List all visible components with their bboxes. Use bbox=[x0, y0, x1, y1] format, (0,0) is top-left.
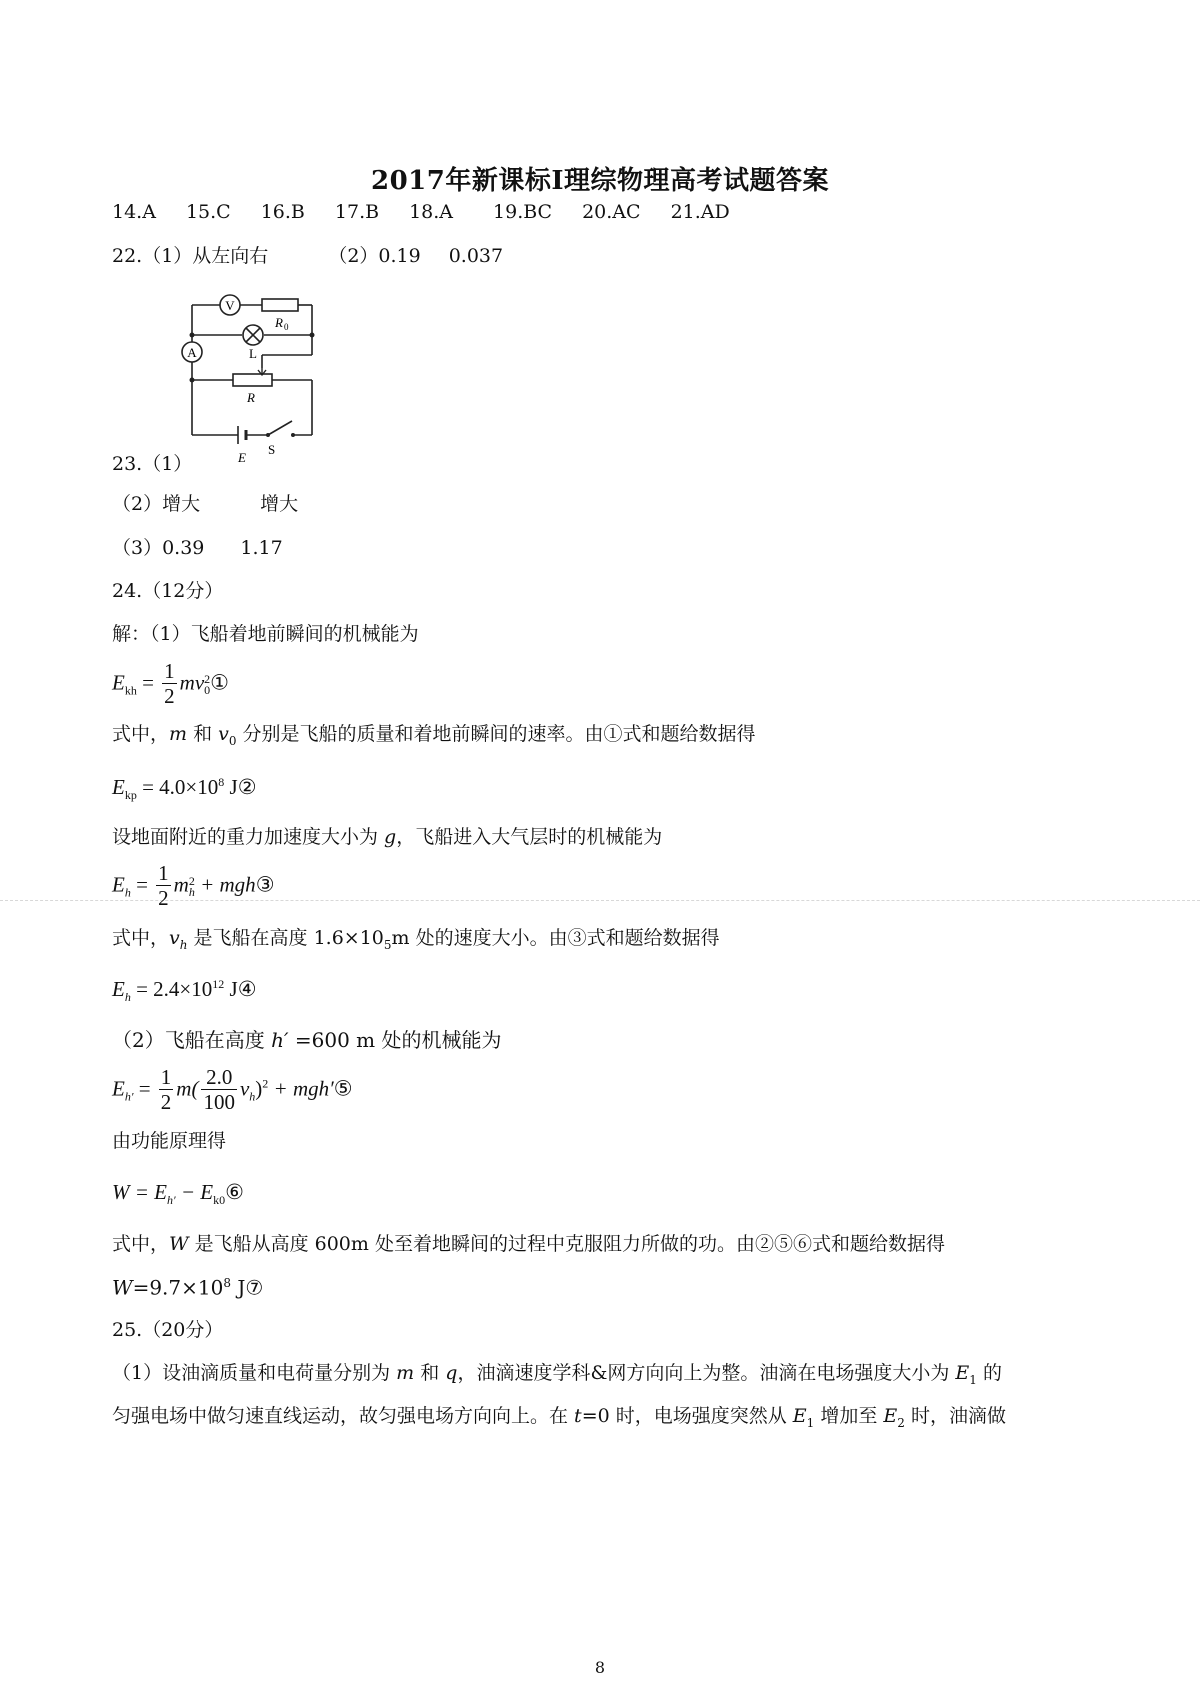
l2-b: =0 时，电场强度突然从 bbox=[581, 1405, 793, 1427]
l1-E1: 1 bbox=[969, 1372, 977, 1387]
l1-q: q bbox=[445, 1362, 458, 1384]
eq5-sup: 2 bbox=[262, 1076, 269, 1091]
q23-part3 bbox=[112, 539, 283, 558]
t3-h: h bbox=[179, 937, 188, 952]
eq2-tag: ② bbox=[237, 775, 257, 799]
equation-4 bbox=[112, 978, 257, 1003]
answer-15: 15.C bbox=[185, 201, 231, 223]
l1-m: m bbox=[396, 1362, 415, 1384]
eq1-num: 1 bbox=[164, 659, 175, 683]
t1-b: 和 bbox=[187, 723, 219, 745]
eq4-unit: J bbox=[224, 977, 238, 1001]
eq2-unit: J bbox=[224, 775, 238, 799]
q25-line-1 bbox=[112, 1364, 1002, 1386]
q24-text-4: 由功能原理得 bbox=[112, 1130, 227, 1152]
q23-heading: 23.（1） bbox=[112, 453, 193, 475]
l2-E: E bbox=[792, 1405, 807, 1427]
p2-h: h′ bbox=[271, 1028, 289, 1052]
answer-18: 18.A bbox=[409, 201, 454, 223]
t2-g: g bbox=[384, 826, 397, 848]
eq1-den: 2 bbox=[164, 684, 175, 709]
l1-d: 的 bbox=[976, 1362, 1002, 1384]
eq3-fraction bbox=[156, 862, 171, 911]
l2-E2s: 2 bbox=[897, 1415, 905, 1430]
page-number: 8 bbox=[594, 1658, 606, 1677]
q23-part2-a: （2）增大 bbox=[112, 493, 201, 515]
q24-intro: 解：（1）飞船着地前瞬间的机械能为 bbox=[112, 623, 419, 645]
answer-19: 19.BC bbox=[493, 201, 553, 223]
q25-heading: 25.（20分） bbox=[112, 1319, 224, 1341]
l2-E1: 1 bbox=[806, 1415, 815, 1430]
q24-heading: 24.（12分） bbox=[112, 580, 224, 602]
eq2-sup: 8 bbox=[218, 775, 225, 789]
voltmeter-label: V bbox=[225, 298, 235, 313]
eq7-unit: J bbox=[230, 1275, 246, 1300]
q23-part3-b: 1.17 bbox=[240, 537, 283, 559]
q23-part3-a: （3）0.39 bbox=[112, 537, 205, 559]
eq6-sub2: k0 bbox=[213, 1193, 226, 1208]
q24-text-1 bbox=[112, 725, 756, 747]
t1-c: 分别是飞船的质量和着地前瞬间的速率。由①式和题给数据得 bbox=[236, 723, 756, 745]
l1-c: ，油滴速度学科&网方向向上为整。油滴在电场强度大小为 bbox=[457, 1362, 956, 1384]
eq3-E: E bbox=[112, 872, 125, 897]
equation-6 bbox=[112, 1182, 244, 1206]
l2-c: 增加至 bbox=[814, 1405, 884, 1427]
choice-answers bbox=[112, 203, 760, 222]
q24-text-5 bbox=[112, 1235, 945, 1254]
eq6-W: W bbox=[112, 1180, 130, 1204]
q22-part2-value: 0.037 bbox=[448, 245, 504, 267]
eq5-sub: h′ bbox=[124, 1089, 134, 1104]
l1-E: E bbox=[955, 1362, 970, 1384]
eq3-sup: 2 bbox=[188, 873, 195, 888]
t1-a: 式中， bbox=[112, 723, 170, 745]
answer-21: 21.AD bbox=[670, 201, 730, 223]
eq5-close: ) bbox=[255, 1076, 263, 1101]
eq5-den2: 100 bbox=[203, 1090, 235, 1115]
page-title: 2017年新课标Ⅰ理综物理高考试题答案 bbox=[370, 166, 830, 196]
eq7-tag: ⑦ bbox=[245, 1275, 264, 1300]
eq2-sub: kp bbox=[124, 788, 137, 803]
equation-1 bbox=[112, 660, 229, 709]
l1-a: （1）设油滴质量和电荷量分别为 bbox=[112, 1362, 397, 1384]
eq4-sup: 12 bbox=[212, 977, 225, 991]
eq4-E: E bbox=[112, 977, 125, 1001]
eq3-m: m bbox=[173, 872, 189, 897]
q25-line-2 bbox=[112, 1407, 1006, 1429]
equation-3 bbox=[112, 862, 275, 911]
eq5-tag: ⑤ bbox=[333, 1076, 353, 1101]
eq5-fraction-2 bbox=[201, 1066, 237, 1115]
l2-t: t bbox=[574, 1405, 582, 1427]
q24-text-3 bbox=[112, 929, 720, 951]
eq1-sub0: 0 bbox=[204, 682, 211, 697]
eq3-tag: ③ bbox=[255, 872, 275, 897]
eq1-fraction bbox=[162, 660, 177, 709]
t3-a: 式中， bbox=[112, 927, 170, 949]
resistor-r0-label: R bbox=[275, 315, 283, 330]
eq1-tag: ① bbox=[210, 670, 229, 695]
l2-a: 匀强电场中做匀速直线运动，故匀强电场方向向上。在 bbox=[112, 1405, 575, 1427]
ammeter-label: A bbox=[187, 345, 197, 360]
q22-part2: （2）0.19 bbox=[328, 245, 421, 267]
eq2-rest: = 4.0×10 bbox=[136, 775, 219, 799]
resistor-r0-symbol bbox=[262, 299, 298, 311]
q24-text-2 bbox=[112, 828, 662, 847]
eq5-num: 1 bbox=[160, 1065, 172, 1089]
eq5-fraction-1 bbox=[159, 1066, 174, 1115]
eq6-minus: − E bbox=[175, 1180, 214, 1204]
rheostat-symbol bbox=[233, 374, 272, 386]
l2-d: 时，油滴做 bbox=[904, 1405, 1006, 1427]
q23-part2 bbox=[112, 495, 298, 514]
eq3-equals: = bbox=[136, 872, 148, 897]
t3-b: 是飞船在高度 1.6×10 bbox=[187, 927, 384, 949]
eq4-sub: h bbox=[124, 990, 131, 1005]
t2-a: 设地面附近的重力加速度大小为 bbox=[112, 826, 385, 848]
t5-b: 是飞船从高度 600m 处至着地瞬间的过程中克服阻力所做的功。由②⑤⑥式和题给数据得 bbox=[188, 1233, 945, 1255]
eq6-tag: ⑥ bbox=[225, 1180, 244, 1204]
circuit-diagram bbox=[180, 290, 340, 505]
t3-v: v bbox=[169, 927, 180, 949]
t5-W: W bbox=[169, 1233, 189, 1255]
answer-16: 16.B bbox=[260, 201, 305, 223]
battery-label: E bbox=[238, 450, 246, 465]
eq2-E: E bbox=[112, 775, 125, 799]
switch-symbol bbox=[268, 421, 292, 435]
eq7-sup: 8 bbox=[223, 1276, 231, 1290]
eq5-vh: h bbox=[249, 1089, 256, 1104]
answer-17: 17.B bbox=[334, 201, 380, 223]
eq1-E: E bbox=[112, 670, 125, 695]
eq1-equals: = bbox=[142, 670, 154, 695]
eq1-mv: mv bbox=[179, 670, 205, 695]
eq1-sup: 2 bbox=[204, 671, 211, 686]
eq6-eq: = E bbox=[129, 1180, 167, 1204]
answer-20: 20.AC bbox=[582, 201, 641, 223]
eq3-num: 1 bbox=[158, 861, 169, 885]
eq3-sub: h bbox=[124, 885, 131, 900]
lamp-label: L bbox=[249, 346, 257, 361]
eq1-sub: kh bbox=[124, 683, 137, 698]
rheostat-label: R bbox=[247, 390, 255, 405]
t2-b: ，飞船进入大气层时的机械能为 bbox=[396, 826, 663, 848]
l1-b: 和 bbox=[414, 1362, 446, 1384]
switch-label: S bbox=[268, 442, 276, 457]
eq5-m: m( bbox=[176, 1076, 199, 1101]
eq5-equals: = bbox=[138, 1076, 151, 1101]
equation-7 bbox=[112, 1277, 263, 1298]
p2-b: =600 m 处的机械能为 bbox=[288, 1028, 502, 1052]
eq5-den: 2 bbox=[160, 1090, 172, 1115]
t1-m: m bbox=[169, 723, 188, 745]
eq5-num2: 2.0 bbox=[201, 1066, 237, 1090]
t3-c: m 处的速度大小。由③式和题给数据得 bbox=[391, 927, 720, 949]
t1-v: v bbox=[218, 723, 229, 745]
q22-part1: （1）从左向右 bbox=[142, 245, 269, 267]
t3-sub: 5 bbox=[383, 937, 392, 952]
answer-14: 14.A bbox=[112, 201, 156, 223]
q22-answer bbox=[112, 247, 503, 266]
t1-v0: 0 bbox=[228, 733, 237, 748]
eq3-den: 2 bbox=[158, 886, 169, 911]
eq7-rest: =9.7×10 bbox=[132, 1275, 224, 1300]
resistor-r0-subscript: 0 bbox=[284, 322, 289, 332]
equation-5 bbox=[112, 1066, 353, 1115]
q24-part2-intro bbox=[112, 1030, 501, 1050]
equation-2 bbox=[112, 776, 257, 801]
p2-a: （2）飞船在高度 bbox=[112, 1028, 272, 1052]
eq5-rest: + mgh′ bbox=[268, 1076, 334, 1101]
eq6-sub1: h′ bbox=[167, 1193, 176, 1208]
eq5-E: E bbox=[112, 1076, 125, 1101]
l2-E2: E bbox=[883, 1405, 898, 1427]
eq4-tag: ④ bbox=[237, 977, 257, 1001]
q22-number: 22. bbox=[112, 245, 143, 267]
eq7-W: W bbox=[112, 1275, 133, 1300]
t5-a: 式中， bbox=[112, 1233, 170, 1255]
q23-part2-b: 增大 bbox=[260, 493, 299, 515]
eq5-v: v bbox=[239, 1076, 250, 1101]
eq3-subh: h bbox=[188, 884, 195, 899]
eq3-rest: + mgh bbox=[194, 872, 256, 897]
eq4-rest: = 2.4×10 bbox=[130, 977, 213, 1001]
